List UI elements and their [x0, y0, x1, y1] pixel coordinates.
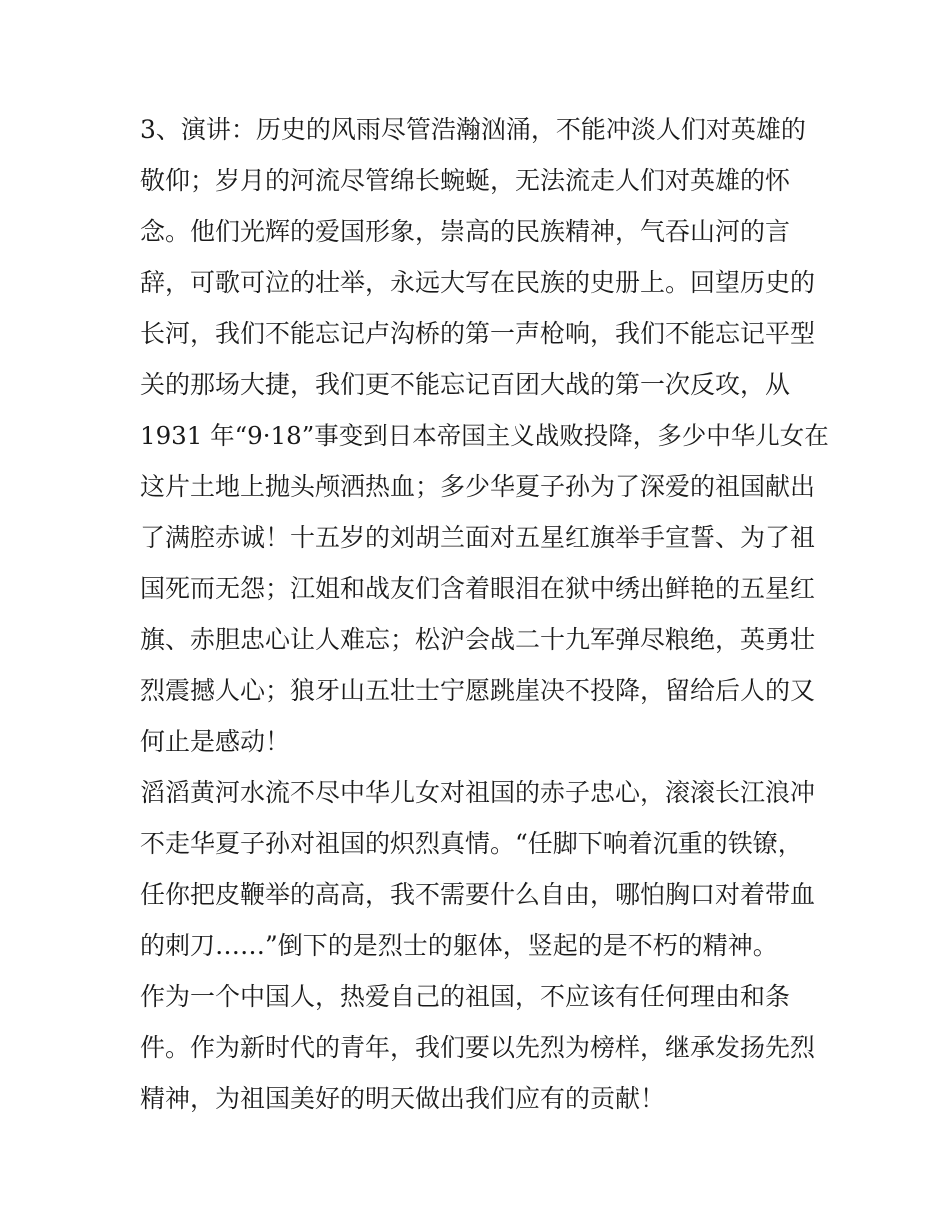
- text-line: 滔滔黄河水流不尽中华儿女对祖国的赤子忠心，滚滚长江浪冲: [140, 778, 816, 807]
- text-line: 烈震撼人心；狼牙山五壮士宁愿跳崖决不投降，留给后人的又: [140, 676, 816, 705]
- text-line: 念。他们光辉的爱国形象，崇高的民族精神，气吞山河的言: [140, 217, 791, 246]
- text-line: 关的那场大捷，我们更不能忘记百团大战的第一次反攻，从: [140, 370, 791, 399]
- text-line: 的刺刀……”倒下的是烈士的躯体，竖起的是不朽的精神。: [140, 931, 778, 960]
- text-line: 1931 年“9·18”事变到日本帝国主义战败投降，多少中华儿女在: [140, 421, 829, 450]
- text-line: 长河，我们不能忘记卢沟桥的第一声枪响，我们不能忘记平型: [140, 319, 816, 348]
- text-line: 敬仰；岁月的河流尽管绵长蜿蜒，无法流走人们对英雄的怀: [140, 166, 791, 195]
- text-line: 3、演讲：历史的风雨尽管浩瀚汹涌，不能冲淡人们对英雄的: [140, 115, 806, 144]
- text-line: 辞，可歌可泣的壮举，永远大写在民族的史册上。回望历史的: [140, 268, 816, 297]
- text-line: 旗、赤胆忠心让人难忘；松沪会战二十九军弹尽粮绝，英勇壮: [140, 625, 816, 654]
- text-line: 了满腔赤诚！十五岁的刘胡兰面对五星红旗举手宣誓、为了祖: [140, 523, 816, 552]
- text-line: 作为一个中国人，热爱自己的祖国，不应该有任何理由和条: [140, 982, 791, 1011]
- text-line: 精神，为祖国美好的明天做出我们应有的贡献！: [140, 1084, 666, 1113]
- text-line: 何止是感动！: [140, 727, 291, 756]
- text-line: 不走华夏子孙对祖国的炽烈真情。“任脚下响着沉重的铁镣，: [140, 829, 803, 858]
- text-line: 国死而无怨；江姐和战友们含着眼泪在狱中绣出鲜艳的五星红: [140, 574, 816, 603]
- text-line: 这片土地上抛头颅洒热血；多少华夏子孙为了深爱的祖国献出: [140, 472, 816, 501]
- text-line: 件。作为新时代的青年，我们要以先烈为榜样，继承发扬先烈: [140, 1033, 816, 1062]
- text-line: 任你把皮鞭举的高高，我不需要什么自由，哪怕胸口对着带血: [140, 880, 816, 909]
